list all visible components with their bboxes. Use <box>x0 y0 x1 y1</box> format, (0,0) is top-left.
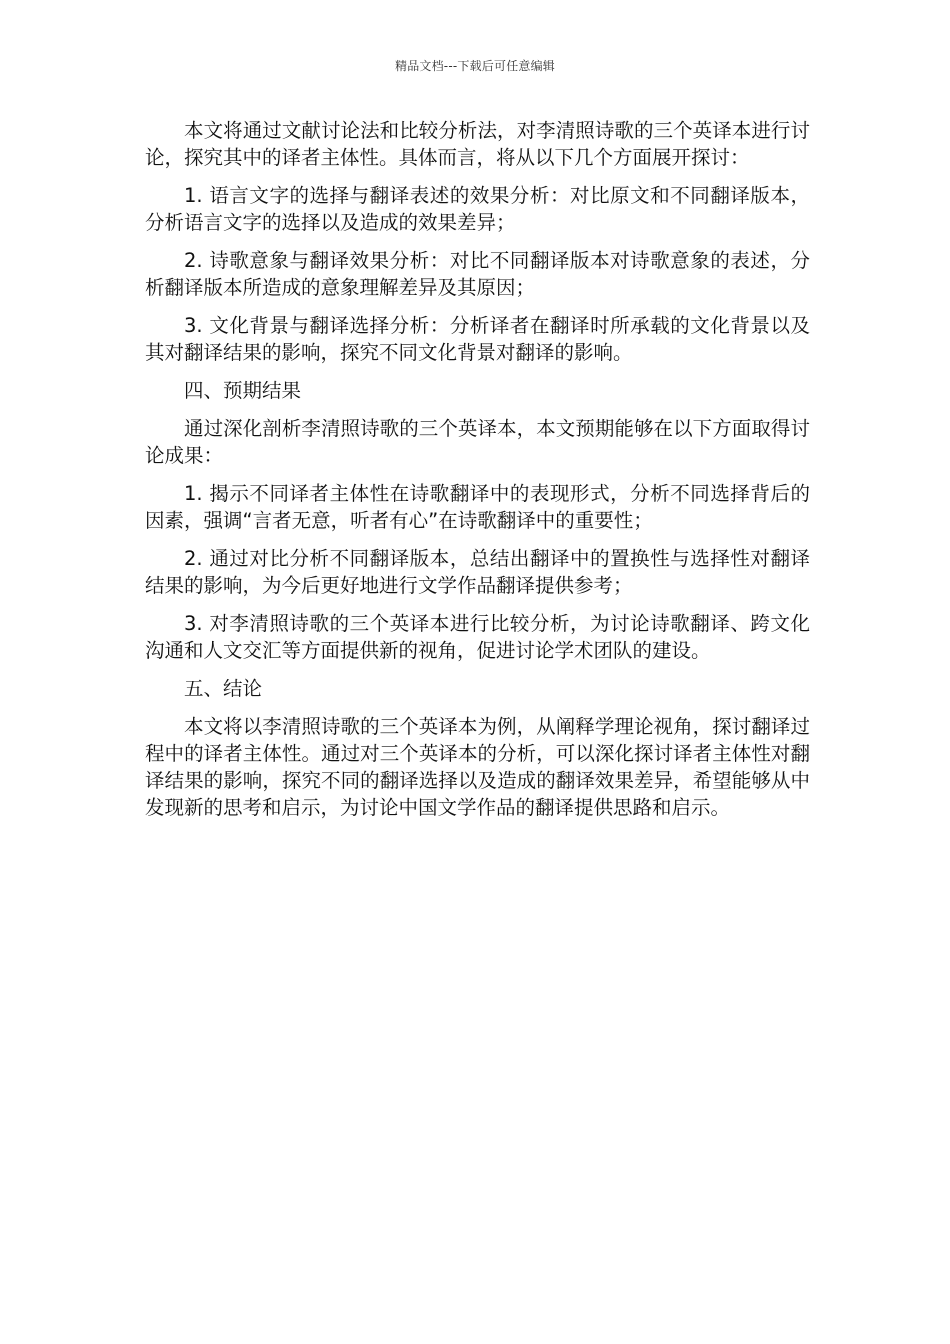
conclusion-paragraph: 本文将以李清照诗歌的三个英译本为例，从阐释学理论视角，探讨翻译过程中的译者主体性。通过对三个英译本的分析，可以深化探讨译者主体性对翻译结果的影响，探究不同的翻译选择以及造成的翻译效果差异，希望能够从中发现新的思考和启示，为讨论中国文学作品的翻译提供思路和启示。 <box>145 715 810 819</box>
document-body <box>145 117 810 832</box>
methods-item-2: 2. 诗歌意象与翻译效果分析：对比不同翻译版本对诗歌意象的表述，分析翻译版本所造成的意象理解差异及其原因； <box>145 249 810 299</box>
expected-results-item-1: 1. 揭示不同译者主体性在诗歌翻译中的表现形式，分析不同选择背后的因素，强调“言者无意，听者有心”在诗歌翻译中的重要性； <box>145 482 810 532</box>
section-heading-conclusion: 五、结论 <box>184 677 263 700</box>
expected-results-item-3: 3. 对李清照诗歌的三个英译本进行比较分析，为讨论诗歌翻译、跨文化沟通和人文交汇等方面提供新的视角，促进讨论学术团队的建设。 <box>145 612 810 662</box>
methods-item-3: 3. 文化背景与翻译选择分析：分析译者在翻译时所承载的文化背景以及其对翻译结果的影响，探究不同文化背景对翻译的影响。 <box>145 314 810 364</box>
methods-intro-paragraph: 本文将通过文献讨论法和比较分析法，对李清照诗歌的三个英译本进行讨论，探究其中的译者主体性。具体而言，将从以下几个方面展开探讨： <box>145 119 810 169</box>
page-header: 精品文档---下载后可任意编辑 <box>395 59 555 73</box>
methods-item-1: 1. 语言文字的选择与翻译表述的效果分析：对比原文和不同翻译版本，分析语言文字的选择以及造成的效果差异； <box>145 184 810 234</box>
section-heading-expected-results: 四、预期结果 <box>184 379 302 402</box>
expected-results-intro: 通过深化剖析李清照诗歌的三个英译本，本文预期能够在以下方面取得讨论成果： <box>145 417 810 467</box>
expected-results-item-2: 2. 通过对比分析不同翻译版本，总结出翻译中的置换性与选择性对翻译结果的影响，为今后更好地进行文学作品翻译提供参考； <box>145 547 810 597</box>
